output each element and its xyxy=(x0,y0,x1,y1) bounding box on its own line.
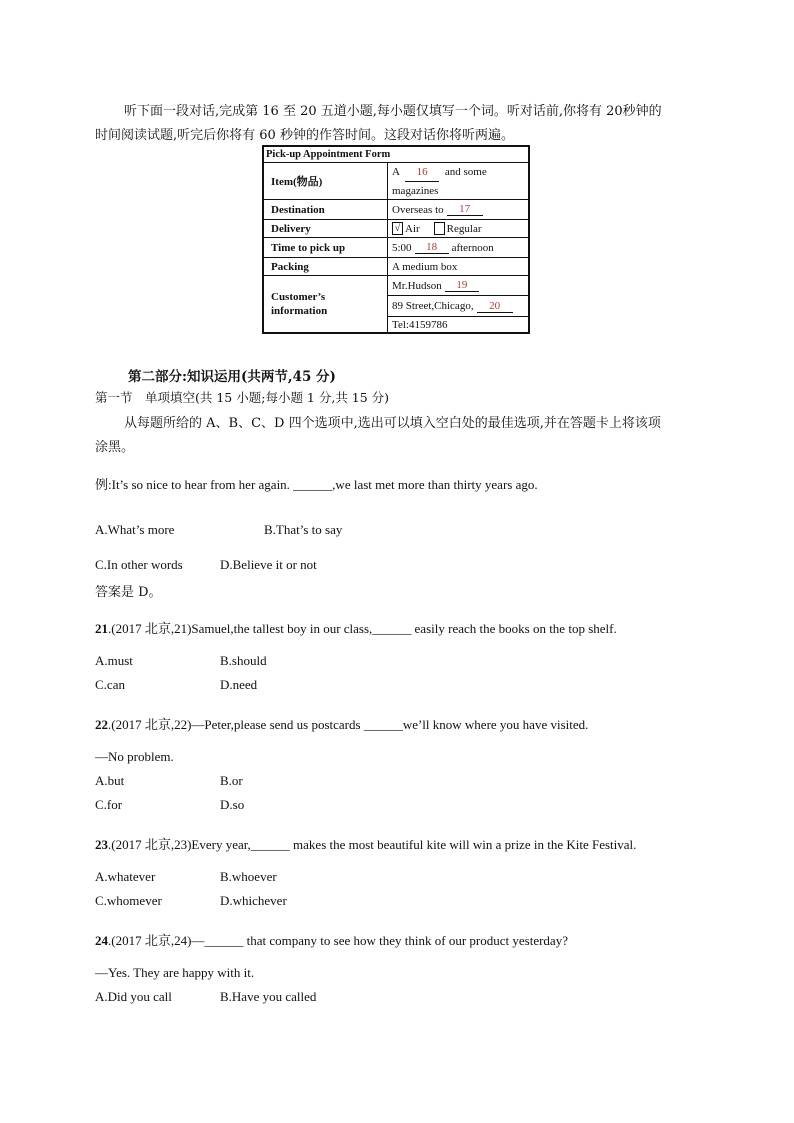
customer-value xyxy=(388,276,528,332)
destination-value xyxy=(388,200,528,219)
form-row-delivery xyxy=(264,220,528,238)
customer-tel-row: Tel:4159786 xyxy=(392,318,448,331)
question-number: 23 xyxy=(95,837,108,852)
blank-16: 16 xyxy=(405,163,439,182)
question-21-option-c: C.can xyxy=(95,677,125,692)
form-title: Pick-up Appointment Form xyxy=(264,147,528,163)
regular-checkbox xyxy=(434,222,445,235)
time-prefix: 5:00 xyxy=(392,241,412,254)
question-text: .(2017 北京,22)—Peter,please send us postcards ______we’ll know where you have visited. xyxy=(108,717,589,732)
question-23-option-a: A.whatever xyxy=(95,869,156,884)
question-22-option-d: D.so xyxy=(220,797,245,812)
customer-address-row xyxy=(388,296,528,317)
question-number: 24 xyxy=(95,933,108,948)
item-value xyxy=(388,163,528,199)
question-23-stem xyxy=(95,834,636,853)
part2-section: 第一节 单项填空(共 15 小题;每小题 1 分,共 15 分) xyxy=(95,390,390,405)
question-22-stem xyxy=(95,714,588,733)
customer-address-prefix: 89 Street,Chicago, xyxy=(392,300,474,312)
customer-name-row xyxy=(388,276,528,296)
question-text: .(2017 北京,21)Samuel,the tallest boy in our class,______ easily reach the books on the top shelf. xyxy=(108,621,617,636)
form-row-time xyxy=(264,238,528,258)
question-21-option-d: D.need xyxy=(220,677,258,692)
item-suffix-2: magazines xyxy=(392,184,439,197)
blank-19: 19 xyxy=(445,279,479,292)
example-option-d: D.Believe it or not xyxy=(220,557,317,572)
question-22-option-a: A.but xyxy=(95,773,125,788)
intro-line-2: 时间阅读试题,听完后你将有 60 秒钟的作答时间。这段对话你将听两遍。 xyxy=(95,128,514,143)
destination-label: Destination xyxy=(264,200,388,219)
form-row-customer xyxy=(264,276,528,332)
question-22-option-b: B.or xyxy=(220,773,243,788)
part2-heading: 第二部分:知识运用(共两节,45 分) xyxy=(128,369,336,385)
delivery-label: Delivery xyxy=(264,220,388,237)
customer-label xyxy=(264,276,388,332)
question-21-stem xyxy=(95,618,617,637)
question-24-option-b: B.Have you called xyxy=(220,989,317,1004)
example-option-a: A.What’s more xyxy=(95,522,175,537)
air-label: Air xyxy=(405,222,420,235)
blank-20: 20 xyxy=(477,300,513,313)
packing-value: A medium box xyxy=(392,260,458,273)
delivery-value xyxy=(388,220,528,237)
pickup-appointment-form xyxy=(262,145,530,334)
example-option-c: C.In other words xyxy=(95,557,183,572)
question-23-option-c: C.whomever xyxy=(95,893,162,908)
item-prefix: A xyxy=(392,165,400,178)
item-suffix: and some xyxy=(444,165,487,178)
part2-instr-1: 从每题所给的 A、B、C、D 四个选项中,选出可以填入空白处的最佳选项,并在答题卡上将该项 xyxy=(124,416,661,431)
time-suffix: afternoon xyxy=(451,241,494,254)
destination-prefix: Overseas to xyxy=(392,203,444,216)
form-row-item xyxy=(264,163,528,200)
question-23-option-b: B.whoever xyxy=(220,869,277,884)
question-text: .(2017 北京,24)—______ that company to see how they think of our product yesterday? xyxy=(108,933,568,948)
time-value xyxy=(388,238,528,257)
question-21-option-a: A.must xyxy=(95,653,133,668)
question-22-option-c: C.for xyxy=(95,797,123,812)
customer-label-line-1: Customer’s xyxy=(271,291,326,303)
packing-label: Packing xyxy=(264,258,388,275)
example-option-b: B.That’s to say xyxy=(264,522,343,537)
question-24-reply: —Yes. They are happy with it. xyxy=(95,965,255,980)
intro-line-1: 听下面一段对话,完成第 16 至 20 五道小题,每小题仅填写一个词。听对话前,你将有 20秒钟的 xyxy=(124,104,662,119)
question-number: 21 xyxy=(95,621,108,636)
customer-name-prefix: Mr.Hudson xyxy=(392,279,442,292)
time-label: Time to pick up xyxy=(264,238,388,257)
example-stem: 例:It’s so nice to hear from her again. ______,we last met more than thirty years ago. xyxy=(95,477,538,492)
question-21-option-b: B.should xyxy=(220,653,267,668)
item-label: Item(物品) xyxy=(264,163,388,199)
question-text: .(2017 北京,23)Every year,______ makes the most beautiful kite will win a prize in the Kite Festival. xyxy=(108,837,637,852)
blank-17: 17 xyxy=(447,203,483,216)
regular-label: Regular xyxy=(446,222,482,235)
question-24-option-a: A.Did you call xyxy=(95,989,172,1004)
question-24-stem xyxy=(95,930,568,949)
question-22-reply: —No problem. xyxy=(95,749,174,764)
form-row-destination xyxy=(264,200,528,220)
question-23-option-d: D.whichever xyxy=(220,893,287,908)
air-checkbox: √ xyxy=(392,222,403,235)
blank-18: 18 xyxy=(415,241,449,254)
form-row-packing xyxy=(264,258,528,276)
example-answer: 答案是 D。 xyxy=(95,585,162,600)
part2-instr-2: 涂黑。 xyxy=(95,440,135,455)
customer-label-line-2: information xyxy=(271,305,328,317)
question-number: 22 xyxy=(95,717,108,732)
